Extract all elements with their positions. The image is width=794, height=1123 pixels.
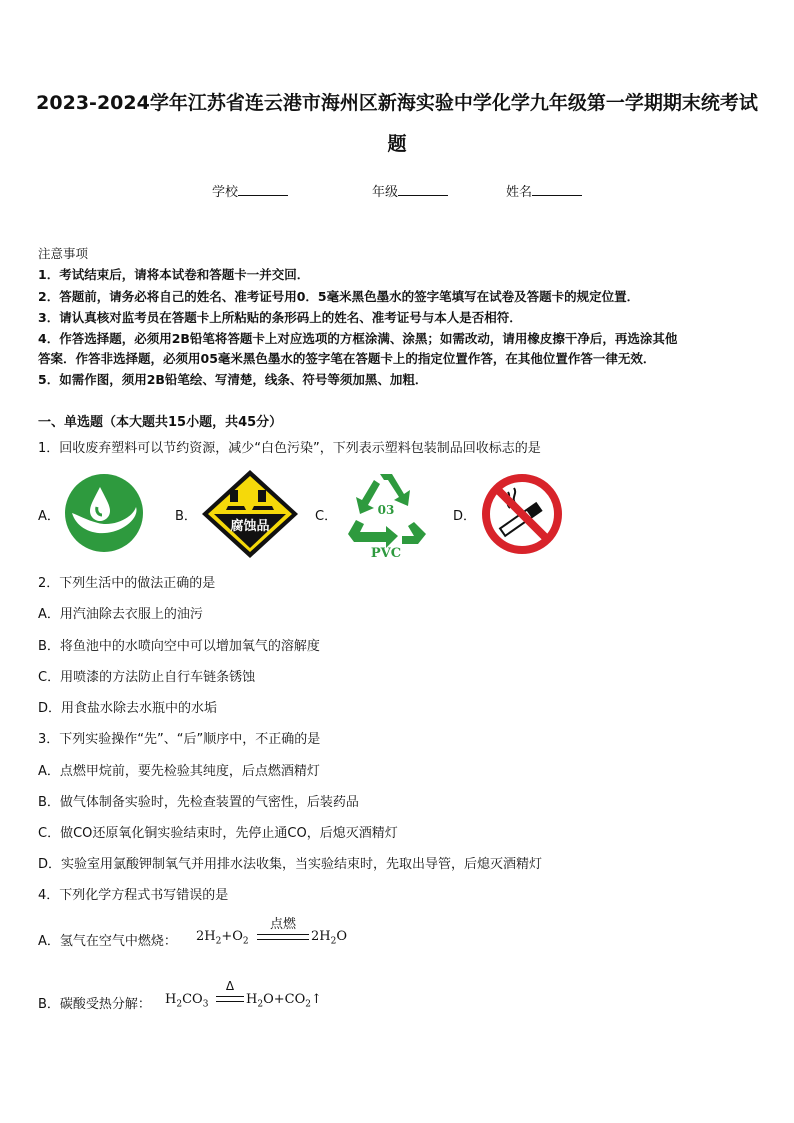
school-field [212,181,288,200]
note-item: 2．答题前，请务必将自己的姓名、准考证号用0．5毫米黑色墨水的签字笔填写在试卷及答题卡的规定位置． [38,289,640,304]
q2-option-a: A．用汽油除去衣服上的油污 [38,607,203,622]
q4-option-b-condition: Δ [225,979,235,993]
q2-option-c: C．用喷漆的方法防止自行车链条锈蚀 [38,670,256,685]
notes-heading: 注意事项 [38,246,89,261]
document-title-line2: 题 [387,133,407,155]
name-field [506,181,582,200]
section-heading: 一、单选题（本大题共15小题，共45分） [38,415,283,430]
q1-option-d-label: D． [453,509,477,524]
note-item: 1．考试结束后，请将本试卷和答题卡一并交回． [38,267,310,282]
grade-label: 年级 [372,185,399,200]
q4-option-a-equals [257,934,309,940]
document-title-line1: 2023-2024学年江苏省连云港市海州区新海实验中学化学九年级第一学期期末统考试 [36,92,758,114]
q1-option-b-label: B． [175,509,197,524]
recycle-number: 03 [377,503,395,517]
q3-option-d: D．实验室用氯酸钾制氧气并用排水法收集，当实验结束时，先取出导管，后熄灭酒精灯 [38,857,543,872]
corrosive-hazard-icon [200,468,300,560]
note-item: 5．如需作图，须用2B铅笔绘、写清楚，线条、符号等须加黑、加粗． [38,372,428,387]
q4-option-b-label: B．碳酸受热分解： [38,997,151,1012]
note-item: 4．作答选择题，必须用2B铅笔将答题卡上对应选项的方框涂满、涂黑；如需改动，请用橡皮擦干净后，再选涂其他 [38,331,678,346]
q3-option-b: B．做气体制备实验时，先检查装置的气密性，后装药品 [38,795,359,810]
q4-option-a-reactants: $2H_2+O_2$ [196,929,249,947]
q4-option-b-products: $H_2O+CO_2↑$ [246,992,322,1010]
note-item: 答案．作答非选择题，必须用05毫米黑色墨水的签字笔在答题卡上的指定位置作答，在其他位置作答一律无效． [38,351,656,366]
grade-blank [398,183,448,196]
q2-option-b: B．将鱼池中的水喷向空中可以增加氧气的溶解度 [38,639,320,654]
question-2-stem: 2．下列生活中的做法正确的是 [38,576,216,591]
q4-option-a-condition: 点燃 [269,917,296,932]
q4-option-b-reactants: $H_2CO_3$ [165,992,209,1010]
q4-option-a-products: $2H_2O$ [311,929,348,947]
q1-option-c-label: C． [315,509,338,524]
grade-field [372,181,448,200]
q3-option-a: A．点燃甲烷前，要先检验其纯度，后点燃酒精灯 [38,764,320,779]
q2-option-d: D．用食盐水除去水瓶中的水垢 [38,701,218,716]
school-label: 学校 [212,185,239,200]
name-blank [532,183,582,196]
recycle-icon [340,468,432,564]
note-item: 3．请认真核对监考员在答题卡上所粘贴的条形码上的姓名、准考证号与本人是否相符． [38,310,522,325]
question-4-stem: 4．下列化学方程式书写错误的是 [38,888,229,903]
water-saving-icon [64,473,144,553]
q4-option-b-equals [216,996,244,1002]
corrosive-label: 腐蚀品 [230,519,270,534]
q4-option-a-label: A．氢气在空气中燃烧： [38,934,177,949]
no-smoking-icon [480,472,564,556]
name-label: 姓名 [506,185,533,200]
school-blank [238,183,288,196]
q1-option-a-label: A． [38,509,60,524]
q3-option-c: C．做CO还原氧化铜实验结束时，先停止通CO，后熄灭酒精灯 [38,826,398,841]
recycle-code: PVC [370,546,402,561]
question-3-stem: 3．下列实验操作“先”、“后”顺序中，不正确的是 [38,732,321,747]
question-1-stem: 1．回收废弃塑料可以节约资源，减少“白色污染”，下列表示塑料包装制品回收标志的是 [38,441,541,456]
